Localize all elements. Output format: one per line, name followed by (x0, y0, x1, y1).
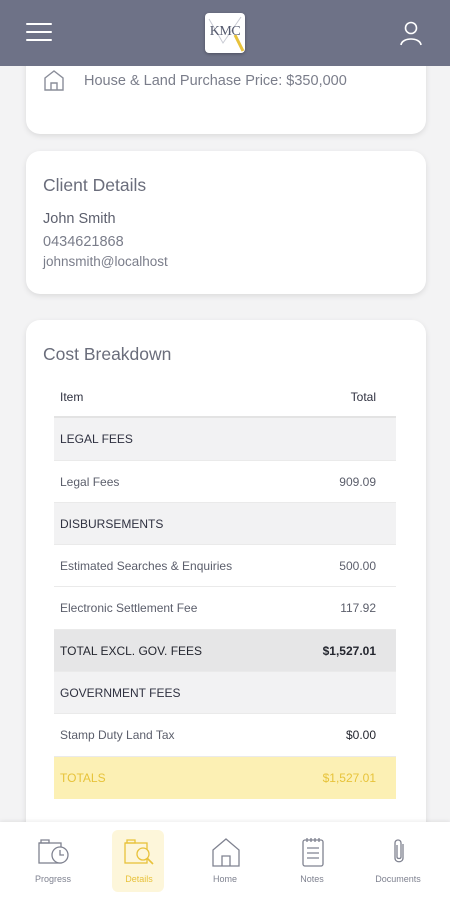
table-row (54, 587, 396, 629)
table-row (54, 503, 396, 545)
home-icon (209, 836, 243, 868)
row-total-value: $1,527.01 (322, 643, 376, 658)
row-item-label: LEGAL FEES (60, 432, 133, 447)
row-total-value: $1,527.01 (322, 770, 376, 785)
progress-icon (37, 836, 71, 868)
nav-item-home[interactable] (180, 822, 270, 900)
column-header-item: Item (60, 390, 84, 404)
house-icon (43, 68, 65, 92)
hamburger-menu-icon[interactable] (26, 23, 52, 43)
row-item-label: DISBURSEMENTS (60, 516, 164, 531)
cost-breakdown-title: Cost Breakdown (43, 344, 172, 364)
table-row (54, 757, 396, 799)
nav-item-progress[interactable] (8, 822, 98, 900)
user-icon[interactable] (398, 20, 424, 46)
row-total-value: $0.00 (345, 728, 376, 743)
client-details-title: Client Details (43, 175, 147, 195)
details-icon (123, 836, 157, 868)
cost-table (54, 376, 396, 799)
table-row (54, 545, 396, 587)
table-row (54, 714, 396, 756)
column-header-total: Total (350, 390, 376, 404)
row-item-label: GOVERNMENT FEES (60, 686, 181, 701)
row-total-value: 500.00 (339, 559, 376, 574)
top-app-bar (0, 0, 450, 66)
row-item-label: Electronic Settlement Fee (60, 601, 198, 616)
row-item-label: Legal Fees (60, 474, 120, 489)
client-details-card (26, 151, 426, 294)
kmc-logo[interactable] (205, 13, 245, 53)
logo-text: KMC (209, 24, 241, 39)
nav-label-documents: Documents (375, 874, 421, 884)
row-item-label: Stamp Duty Land Tax (60, 728, 175, 743)
nav-label-home: Home (212, 874, 237, 884)
nav-item-notes[interactable] (267, 822, 357, 900)
purchase-price: House & Land Purchase Price: $350,000 (84, 73, 347, 89)
client-name: John Smith (43, 211, 116, 227)
row-item-label: Estimated Searches & Enquiries (60, 559, 233, 574)
paperclip-icon (382, 836, 416, 868)
bottom-navigation (0, 822, 450, 900)
table-row (54, 630, 396, 672)
table-row (54, 461, 396, 503)
nav-label-notes: Notes (300, 874, 324, 884)
nav-label-details: Details (125, 874, 153, 884)
scroll-content[interactable] (0, 66, 450, 822)
client-email[interactable]: johnsmith@localhost (43, 254, 168, 269)
table-row (54, 418, 396, 460)
row-total-value: 909.09 (339, 474, 376, 489)
nav-label-progress: Progress (34, 874, 71, 884)
cost-breakdown-card (26, 320, 426, 850)
notes-icon (296, 836, 330, 868)
nav-item-documents[interactable] (353, 822, 443, 900)
row-item-label: TOTALS (60, 770, 106, 785)
row-total-value: 117.92 (340, 601, 376, 616)
table-row (54, 672, 396, 714)
nav-item-details[interactable] (94, 822, 184, 900)
table-header-row (54, 376, 396, 418)
client-phone[interactable]: 0434621868 (43, 234, 124, 250)
row-item-label: TOTAL EXCL. GOV. FEES (60, 643, 203, 658)
